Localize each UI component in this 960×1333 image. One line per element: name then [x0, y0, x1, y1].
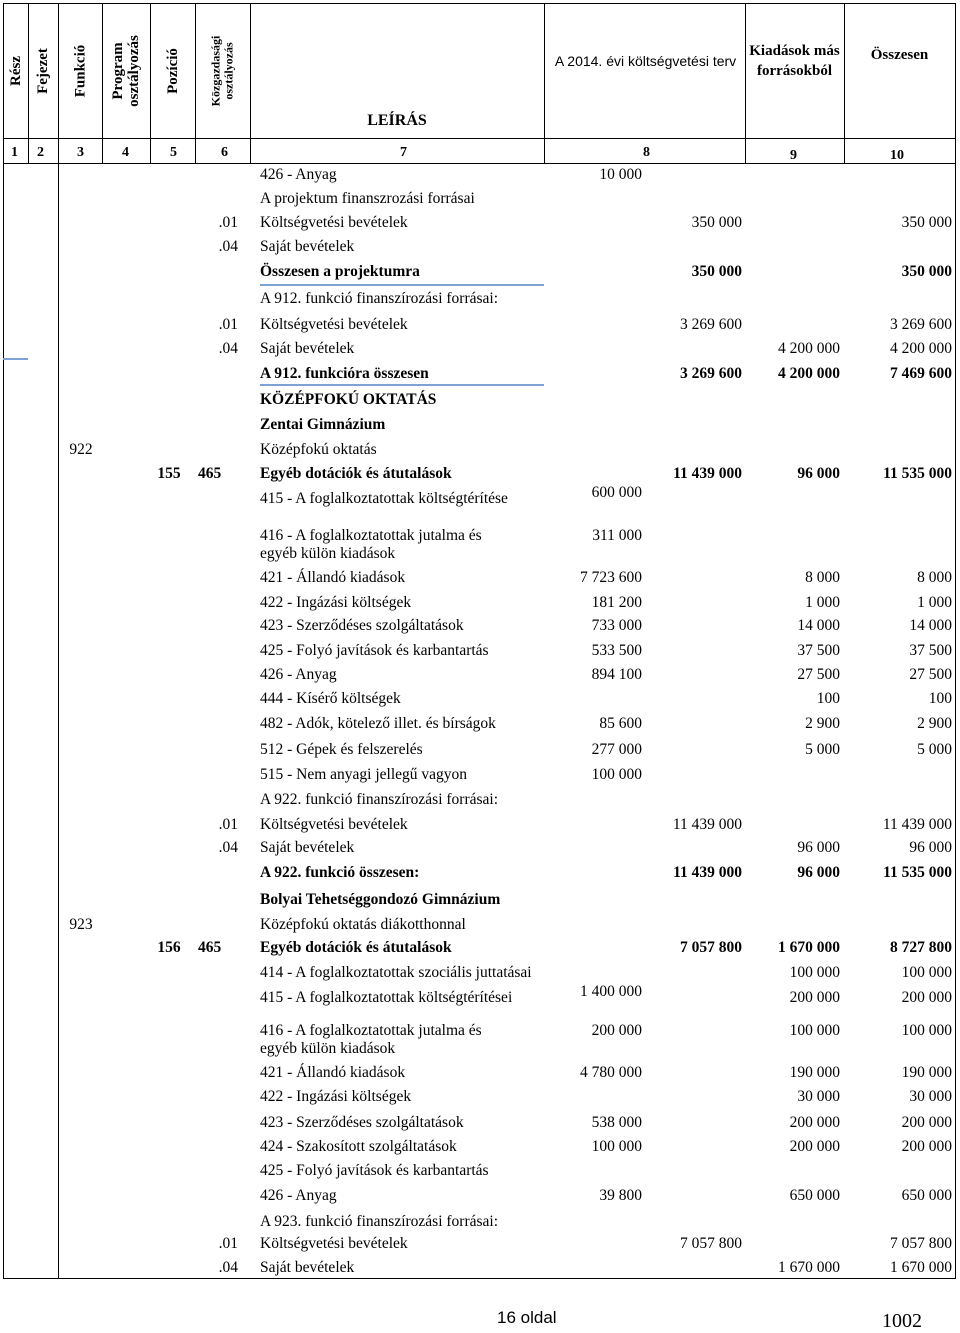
cell-desc: 426 - Anyag [260, 666, 337, 683]
header-osszesen: Összesen [870, 47, 929, 63]
page-number: 1002 [882, 1310, 922, 1332]
colnum: 9 [790, 148, 797, 163]
cell-ossz: 30 000 [909, 1088, 952, 1105]
cell-mas: 1 000 [805, 594, 840, 611]
cell-desc: A 912. funkció finanszírozási forrásai: [260, 290, 499, 307]
cell-econ: .04 [218, 1259, 238, 1276]
cell-kiad: 11 439 000 [673, 465, 742, 482]
cell-terv: 533 500 [591, 642, 642, 659]
accent-line [260, 384, 544, 386]
cell-desc: Költségvetési bevételek [260, 214, 408, 231]
cell-desc: Költségvetési bevételek [260, 316, 408, 333]
cell-mas: 14 000 [797, 617, 840, 634]
cell-terv: 39 800 [599, 1187, 642, 1204]
cell-econ: .04 [218, 340, 238, 357]
cell-ossz: 7 469 600 [890, 365, 952, 382]
cell-desc: 444 - Kísérő költségek [260, 690, 401, 707]
cell-terv: 100 000 [591, 1138, 642, 1155]
cell-mas: 2 900 [805, 715, 840, 732]
cell-terv: 85 600 [599, 715, 642, 732]
cell-desc: 415 - A foglalkoztatottak költségtérítése [260, 490, 508, 507]
header-kozgazdasagi: Közgazdasági osztályozás [208, 35, 236, 107]
cell-desc: 416 - A foglalkoztatottak jutalma és egyéb külön kiadások [260, 527, 482, 562]
cell-terv: 538 000 [591, 1114, 642, 1131]
cell-desc: Saját bevételek [260, 340, 355, 357]
cell-mas: 1 670 000 [778, 939, 840, 956]
cell-desc: Zentai Gimnázium [260, 416, 386, 433]
cell-desc: 515 - Nem anyagi jellegű vagyon [260, 766, 468, 783]
cell-desc: Saját bevételek [260, 238, 355, 255]
colnum: 5 [170, 145, 177, 160]
cell-ossz: 8 000 [917, 569, 952, 586]
cell-mas: 4 200 000 [778, 365, 840, 382]
cell-desc: 426 - Anyag [260, 1187, 337, 1204]
cell-ossz: 200 000 [901, 989, 952, 1006]
colnum: 10 [890, 148, 904, 163]
cell-terv: 894 100 [591, 666, 642, 683]
cell-ossz: 4 200 000 [890, 340, 952, 357]
cell-ossz: 190 000 [901, 1064, 952, 1081]
cell-mas: 30 000 [797, 1088, 840, 1105]
cell-desc: Egyéb dotációk és átutalások [260, 939, 452, 956]
header-program: Program osztályozás [110, 35, 142, 107]
header-pozicio: Pozíció [164, 48, 181, 94]
cell-mas: 100 000 [789, 1022, 840, 1039]
cell-kiad: 3 269 600 [680, 316, 742, 333]
cell-econ: .04 [218, 839, 238, 856]
cell-mas: 8 000 [805, 569, 840, 586]
cell-desc: 425 - Folyó javítások és karbantartás [260, 1162, 489, 1179]
cell-desc: A 922. funkció összesen: [260, 864, 420, 881]
cell-desc: 422 - Ingázási költségek [260, 594, 412, 611]
cell-desc: Költségvetési bevételek [260, 816, 408, 833]
cell-desc: A 923. funkció finanszírozási forrásai: [260, 1213, 499, 1230]
cell-ossz: 8 727 800 [890, 939, 952, 956]
colnum: 2 [37, 145, 44, 160]
cell-mas: 1 670 000 [778, 1259, 840, 1276]
cell-ossz: 11 439 000 [882, 816, 952, 833]
header-kiadasok: Kiadások más forrásokból [749, 43, 840, 79]
cell-mas: 96 000 [797, 839, 840, 856]
cell-mas: 100 [816, 690, 840, 707]
cell-terv: 100 000 [591, 766, 642, 783]
cell-ossz: 100 [928, 690, 952, 707]
cell-ossz: 3 269 600 [890, 316, 952, 333]
cell-desc: A 912. funkcióra összesen [260, 365, 429, 382]
cell-terv: 733 000 [591, 617, 642, 634]
accent-line [3, 358, 28, 360]
cell-mas: 190 000 [789, 1064, 840, 1081]
cell-econ: .01 [218, 214, 238, 231]
cell-terv: 600 000 [591, 484, 642, 501]
cell-desc: 421 - Állandó kiadások [260, 569, 406, 586]
header-resz: Rész [7, 56, 24, 86]
page-label: 16 oldal [497, 1308, 557, 1327]
cell-poz: 465 [198, 939, 222, 956]
cell-terv: 1 400 000 [580, 983, 642, 1000]
header-terv: A 2014. évi költségvetési terv [554, 53, 737, 69]
cell-mas: 200 000 [789, 1114, 840, 1131]
cell-desc: Bolyai Tehetséggondozó Gimnázium [260, 891, 501, 908]
cell-terv: 311 000 [592, 527, 642, 544]
cell-ossz: 100 000 [901, 1022, 952, 1039]
cell-mas: 4 200 000 [778, 340, 840, 357]
cell-ossz: 100 000 [901, 964, 952, 981]
cell-terv: 181 200 [591, 594, 642, 611]
cell-terv: 10 000 [599, 166, 642, 183]
cell-econ: .04 [218, 238, 238, 255]
rule [3, 3, 4, 1278]
colnum: 6 [221, 145, 228, 160]
cell-poz: 465 [198, 465, 222, 482]
cell-ossz: 200 000 [901, 1114, 952, 1131]
cell-econ: .01 [218, 816, 238, 833]
cell-ossz: 11 535 000 [883, 864, 952, 881]
cell-desc: A 922. funkció finanszírozási forrásai: [260, 791, 499, 808]
cell-desc: Saját bevételek [260, 1259, 355, 1276]
colnum: 1 [11, 145, 18, 160]
cell-ossz: 96 000 [909, 839, 952, 856]
accent-line [260, 284, 544, 286]
cell-desc: Költségvetési bevételek [260, 1235, 408, 1252]
cell-ossz: 1 000 [917, 594, 952, 611]
budget-table [3, 3, 956, 1278]
cell-kiad: 11 439 000 [672, 816, 742, 833]
cell-econ: .01 [218, 316, 238, 333]
cell-ossz: 37 500 [909, 642, 952, 659]
cell-desc: 426 - Anyag [260, 166, 337, 183]
cell-ossz: 7 057 800 [890, 1235, 952, 1252]
cell-terv: 200 000 [591, 1022, 642, 1039]
cell-ossz: 11 535 000 [883, 465, 952, 482]
cell-desc: 415 - A foglalkoztatottak költségtérítései [260, 989, 513, 1006]
rule [955, 163, 956, 1278]
rule [3, 1278, 956, 1279]
cell-kiad: 3 269 600 [680, 365, 742, 382]
cell-mas: 100 000 [789, 964, 840, 981]
cell-funk: 922 [69, 441, 93, 458]
cell-desc: 422 - Ingázási költségek [260, 1088, 412, 1105]
cell-funk: 923 [69, 916, 93, 933]
cell-mas: 96 000 [797, 864, 840, 881]
cell-mas: 96 000 [797, 465, 840, 482]
cell-desc: Középfokú oktatás [260, 441, 377, 458]
cell-desc: 424 - Szakosított szolgáltatások [260, 1138, 457, 1155]
cell-desc: 425 - Folyó javítások és karbantartás [260, 642, 489, 659]
cell-terv: 277 000 [591, 741, 642, 758]
cell-kiad: 7 057 800 [680, 1235, 742, 1252]
cell-desc: 414 - A foglalkoztatottak szociális juttatásai [260, 964, 532, 981]
cell-ossz: 27 500 [909, 666, 952, 683]
cell-terv: 4 780 000 [580, 1064, 642, 1081]
cell-desc: Saját bevételek [260, 839, 355, 856]
cell-desc: 416 - A foglalkoztatottak jutalma és egyéb külön kiadások [260, 1022, 482, 1057]
cell-desc: 423 - Szerződéses szolgáltatások [260, 1114, 464, 1131]
cell-mas: 650 000 [789, 1187, 840, 1204]
cell-ossz: 350 000 [901, 263, 952, 280]
cell-terv: 7 723 600 [580, 569, 642, 586]
cell-mas: 37 500 [797, 642, 840, 659]
cell-kiad: 11 439 000 [673, 864, 742, 881]
colnum: 8 [643, 145, 650, 160]
colnum: 3 [77, 145, 84, 160]
cell-mas: 200 000 [789, 1138, 840, 1155]
cell-ossz: 350 000 [901, 214, 952, 231]
cell-ossz: 200 000 [901, 1138, 952, 1155]
cell-ossz: 2 900 [917, 715, 952, 732]
cell-mas: 5 000 [805, 741, 840, 758]
cell-desc: Egyéb dotációk és átutalások [260, 465, 452, 482]
rule [955, 3, 956, 163]
cell-desc: 482 - Adók, kötelező illet. és bírságok [260, 715, 496, 732]
cell-mas: 27 500 [797, 666, 840, 683]
header-leiras: LEÍRÁS [367, 112, 427, 129]
cell-ossz: 14 000 [909, 617, 952, 634]
cell-kiad: 350 000 [691, 214, 742, 231]
colnum: 7 [400, 145, 407, 160]
cell-prog: 155 [157, 465, 181, 482]
cell-desc: 421 - Állandó kiadások [260, 1064, 406, 1081]
cell-desc: 423 - Szerződéses szolgáltatások [260, 617, 464, 634]
rule [544, 3, 545, 163]
header-funkcio: Funkció [72, 44, 89, 98]
cell-desc: KÖZÉPFOKÚ OKTATÁS [260, 391, 437, 408]
rule [58, 3, 59, 1278]
cell-desc: A projektum finanszrozási forrásai [260, 190, 475, 207]
colnum: 4 [122, 145, 129, 160]
cell-ossz: 5 000 [917, 741, 952, 758]
cell-desc: Középfokú oktatás diákotthonnal [260, 916, 466, 933]
cell-kiad: 350 000 [691, 263, 742, 280]
cell-mas: 200 000 [789, 989, 840, 1006]
cell-desc: Összesen a projektumra [260, 263, 420, 280]
header-fejezet: Fejezet [35, 48, 52, 94]
cell-kiad: 7 057 800 [680, 939, 742, 956]
cell-desc: 512 - Gépek és felszerelés [260, 741, 423, 758]
cell-prog: 156 [157, 939, 181, 956]
cell-ossz: 1 670 000 [890, 1259, 952, 1276]
cell-ossz: 650 000 [901, 1187, 952, 1204]
cell-econ: .01 [218, 1235, 238, 1252]
